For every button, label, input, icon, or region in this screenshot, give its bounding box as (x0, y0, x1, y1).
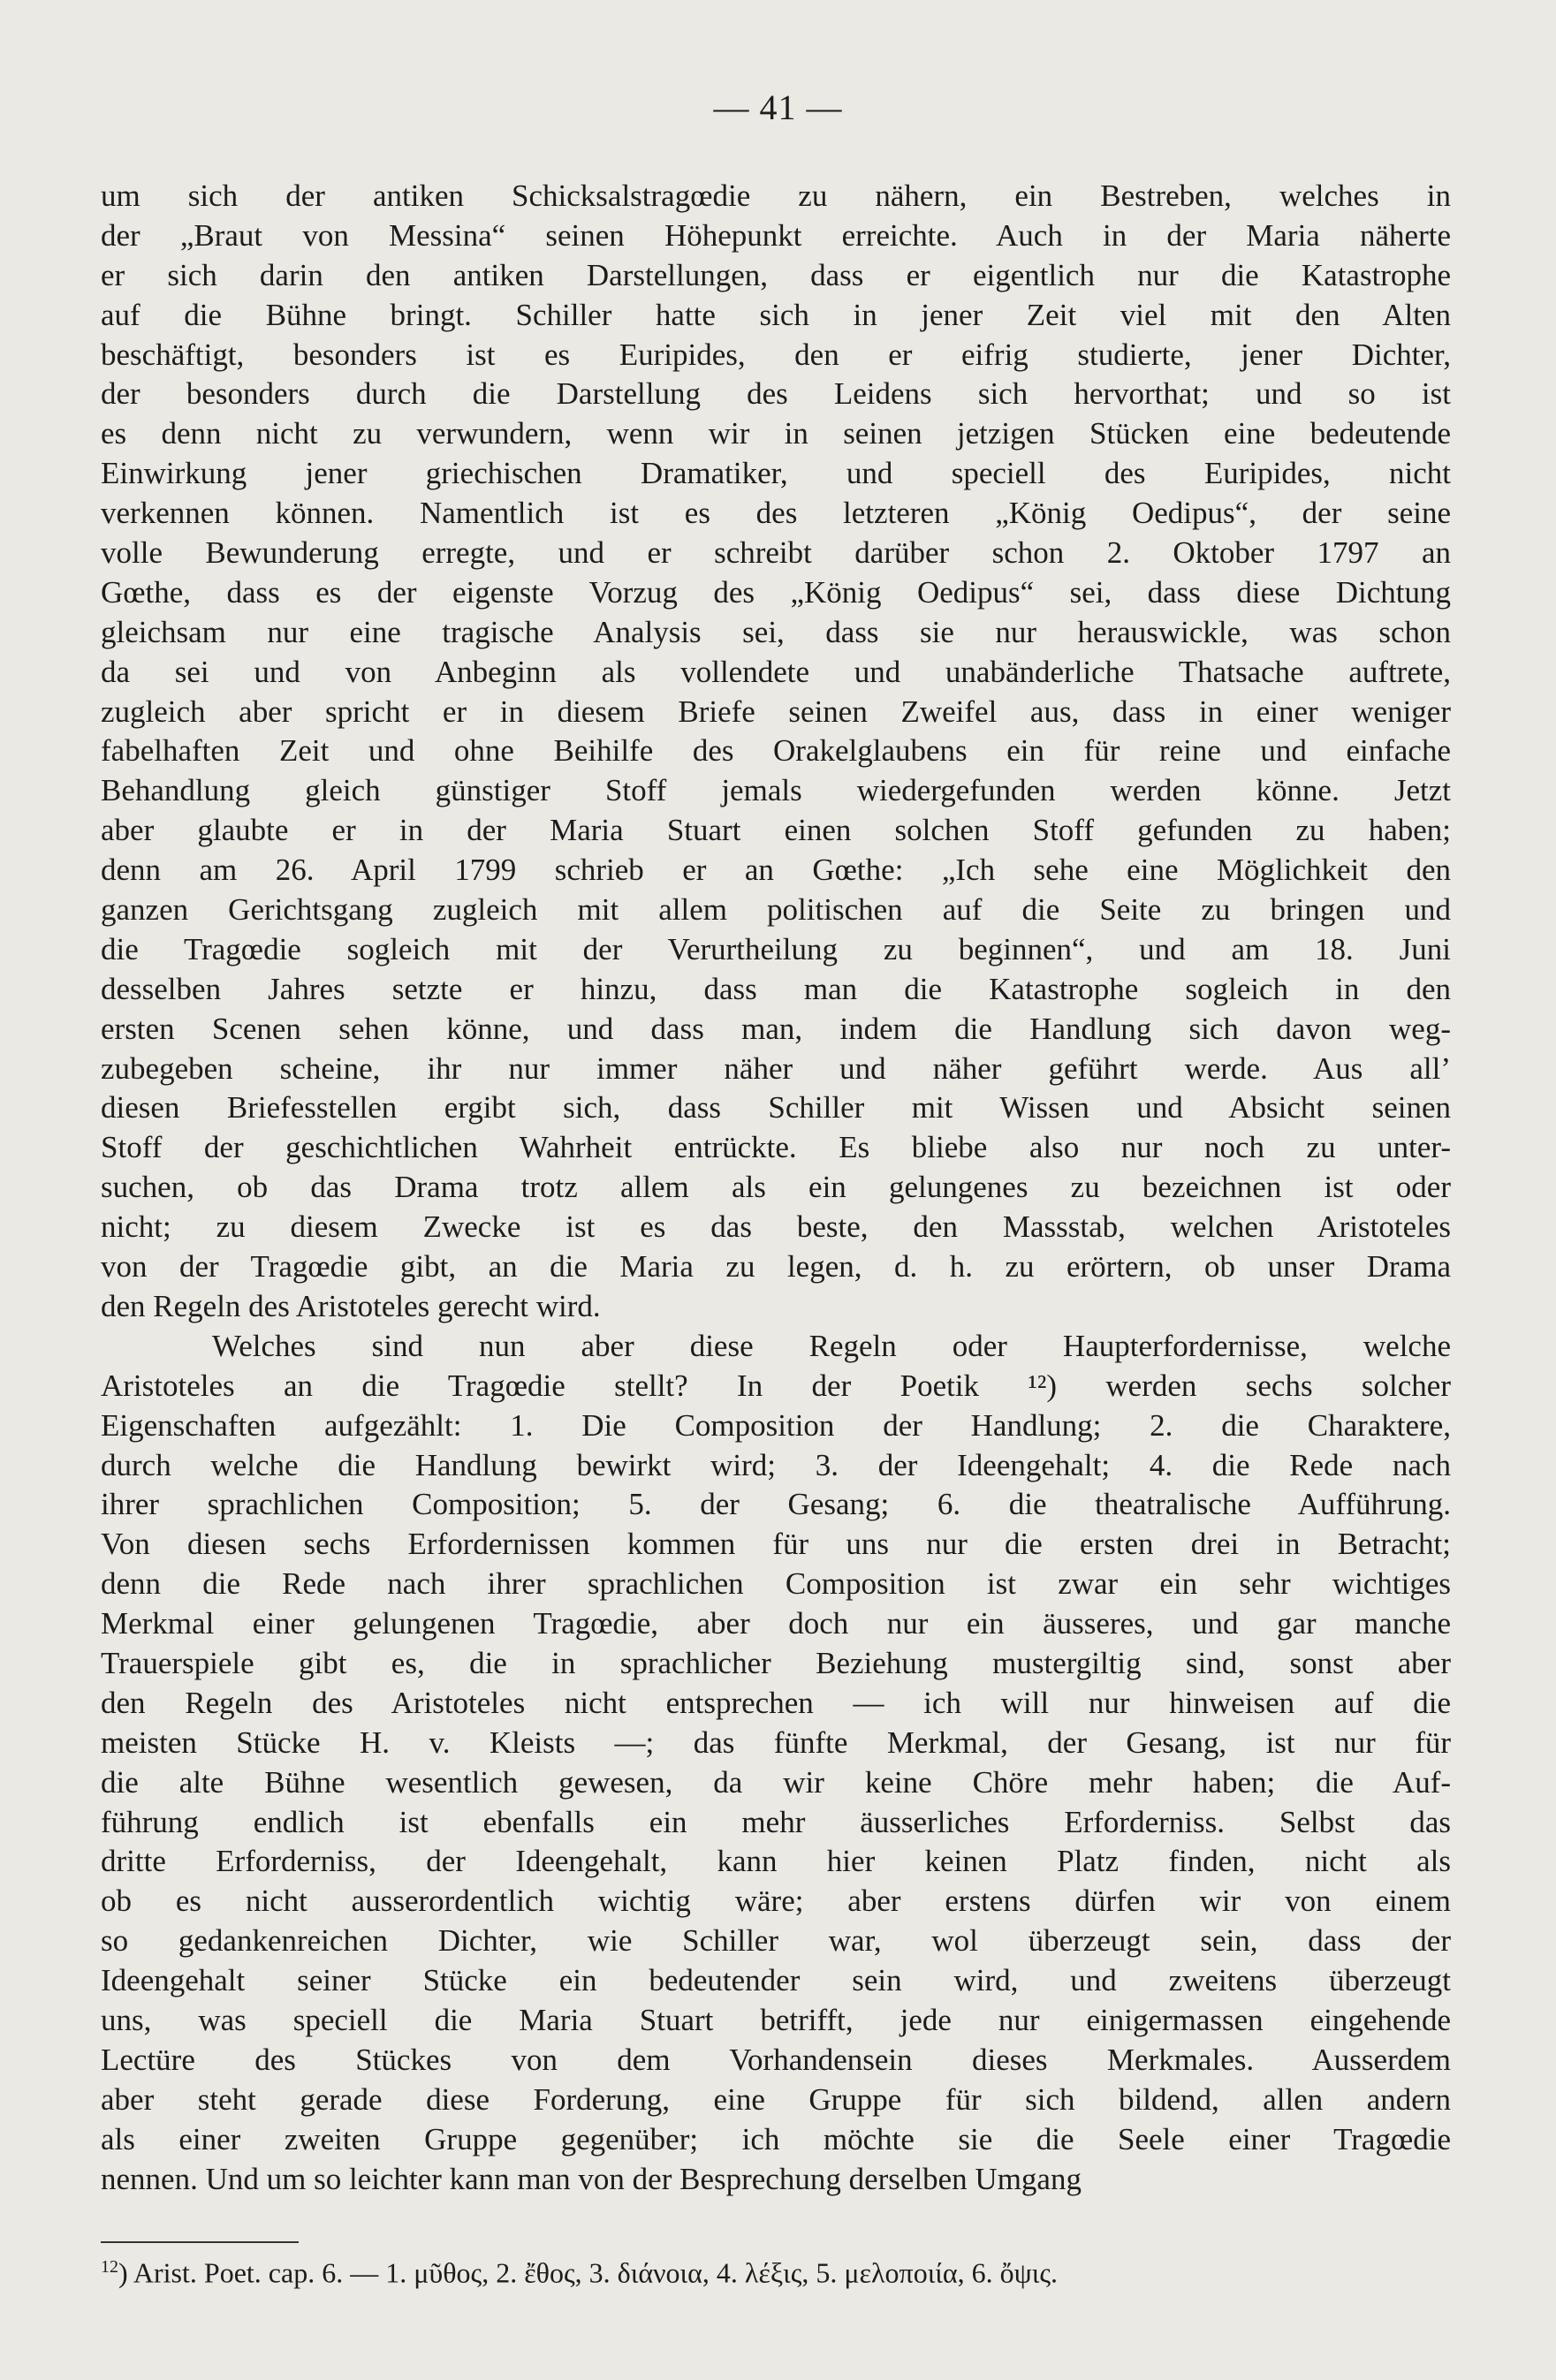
text-line: uns, was speciell die Maria Stuart betrifft, jede nur einigermassen eingehende (101, 2002, 1451, 2037)
text-line: zugleich aber spricht er in diesem Briefe seinen Zweifel aus, dass in einer weniger (101, 694, 1451, 729)
text-line: zubegeben scheine, ihr nur immer näher und näher geführt werde. Aus all’ (101, 1050, 1451, 1086)
text-line: durch welche die Handlung bewirkt wird; 3. der Ideengehalt; 4. die Rede nach (101, 1447, 1451, 1482)
text-line: so gedankenreichen Dichter, wie Schiller war, wol überzeugt sein, dass der (101, 1923, 1451, 1959)
text-line: Eigenschaften aufgezählt: 1. Die Composition der Handlung; 2. die Charaktere, (101, 1407, 1451, 1443)
text-line: aber steht gerade diese Forderung, eine Gruppe für sich bildend, allen andern (101, 2081, 1451, 2117)
text-line: gleichsam nur eine tragische Analysis sei, dass sie nur herauswickle, was schon (101, 614, 1451, 649)
text-line: verkennen können. Namentlich ist es des letzteren „König Oedipus“, der seine (101, 496, 1451, 531)
text-line: Trauerspiele gibt es, die in sprachlicher Beziehung mustergiltig sind, sonst aber (101, 1645, 1451, 1680)
text-line: ganzen Gerichtsgang zugleich mit allem politischen auf die Seite zu bringen und (101, 892, 1451, 928)
footnote-divider (101, 2241, 299, 2243)
text-line: Gœthe, dass es der eigenste Vorzug des „König Oedipus“ sei, dass diese Dichtung (101, 574, 1451, 610)
text-line: der besonders durch die Darstellung des Leidens sich hervorthat; und so ist (101, 376, 1451, 412)
footnote-text: ) Arist. Poet. cap. 6. — 1. μῦθος, 2. ἔθος, 3. διάνοια, 4. λέξις, 5. μελοποιία, 6. ὄψις. (118, 2256, 1058, 2289)
text-line: den Regeln des Aristoteles nicht entsprechen — ich will nur hinweisen auf die (101, 1685, 1451, 1720)
text-line: denn am 26. April 1799 schrieb er an Gœthe: „Ich sehe eine Möglichkeit den (101, 853, 1451, 888)
text-line: volle Bewunderung erregte, und er schreibt darüber schon 2. Oktober 1797 an (101, 535, 1451, 571)
text-line: suchen, ob das Drama trotz allem als ein gelungenes zu bezeichnen ist oder (101, 1170, 1451, 1205)
text-line: meisten Stücke H. v. Kleists —; das fünfte Merkmal, der Gesang, ist nur für (101, 1724, 1451, 1760)
text-line: ihrer sprachlichen Composition; 5. der Gesang; 6. die theatralische Aufführung. (101, 1487, 1451, 1522)
text-line: die alte Bühne wesentlich gewesen, da wir keine Chöre mehr haben; die Auf- (101, 1764, 1451, 1800)
text-line: Von diesen sechs Erfordernissen kommen für uns nur die ersten drei in Betracht; (101, 1527, 1451, 1562)
text-line: fabelhaften Zeit und ohne Beihilfe des Orakelglaubens ein für reine und einfache (101, 733, 1451, 769)
footnote-marker: 12 (101, 2257, 118, 2277)
text-line: der „Braut von Messina“ seinen Höhepunkt erreichte. Auch in der Maria näherte (101, 217, 1451, 253)
text-line: auf die Bühne bringt. Schiller hatte sich in jener Zeit viel mit den Alten (101, 297, 1451, 332)
text-line: ob es nicht ausserordentlich wichtig wäre; aber erstens dürfen wir von einem (101, 1884, 1451, 1919)
text-line: von der Tragœdie gibt, an die Maria zu legen, d. h. zu erörtern, ob unser Drama (101, 1249, 1451, 1285)
text-line: als einer zweiten Gruppe gegenüber; ich möchte sie die Seele einer Tragœdie (101, 2121, 1451, 2156)
text-line: da sei und von Anbeginn als vollendete und unabänderliche Thatsache auftrete, (101, 654, 1451, 689)
text-line: Lectüre des Stückes von dem Vorhandensein dieses Merkmales. Ausserdem (101, 2042, 1451, 2077)
text-line: nennen. Und um so leichter kann man von der Besprechung derselben Umgang (101, 2161, 1082, 2196)
text-line: Einwirkung jener griechischen Dramatiker, und speciell des Euripides, nicht (101, 456, 1451, 491)
text-line: führung endlich ist ebenfalls ein mehr äusserliches Erforderniss. Selbst das (101, 1804, 1451, 1839)
text-line: Ideengehalt seiner Stücke ein bedeutender sein wird, und zweitens überzeugt (101, 1963, 1451, 1998)
footnote (101, 2249, 1451, 2291)
text-line: ersten Scenen sehen könne, und dass man, indem die Handlung sich davon weg- (101, 1011, 1451, 1046)
body-text (101, 177, 1451, 2199)
text-line: dritte Erforderniss, der Ideengehalt, kann hier keinen Platz finden, nicht als (101, 1844, 1451, 1879)
text-line: er sich darin den antiken Darstellungen, dass er eigentlich nur die Katastrophe (101, 257, 1451, 292)
text-line: um sich der antiken Schicksalstragœdie zu nähern, ein Bestreben, welches in (101, 178, 1451, 213)
text-line: nicht; zu diesem Zwecke ist es das beste, den Massstab, welchen Aristoteles (101, 1209, 1451, 1245)
page-number: — 41 — (713, 87, 843, 127)
text-line: denn die Rede nach ihrer sprachlichen Composition ist zwar ein sehr wichtiges (101, 1566, 1451, 1602)
text-line: Stoff der geschichtlichen Wahrheit entrückte. Es bliebe also nur noch zu unter- (101, 1130, 1451, 1165)
text-line: diesen Briefesstellen ergibt sich, dass Schiller mit Wissen und Absicht seinen (101, 1090, 1451, 1126)
text-line: desselben Jahres setzte er hinzu, dass man die Katastrophe sogleich in den (101, 971, 1451, 1006)
text-line: Behandlung gleich günstiger Stoff jemals wiedergefunden werden könne. Jetzt (101, 773, 1451, 808)
text-line: die Tragœdie sogleich mit der Verurtheilung zu beginnen“, und am 18. Juni (101, 931, 1451, 966)
text-line: es denn nicht zu verwundern, wenn wir in seinen jetzigen Stücken eine bedeutende (101, 416, 1451, 451)
text-line: aber glaubte er in der Maria Stuart einen solchen Stoff gefunden zu haben; (101, 813, 1451, 848)
text-line: Merkmal einer gelungenen Tragœdie, aber doch nur ein äusseres, und gar manche (101, 1606, 1451, 1641)
text-line: Aristoteles an die Tragœdie stellt? In der Poetik ¹²) werden sechs solcher (101, 1368, 1451, 1403)
text-line: beschäftigt, besonders ist es Euripides, den er eifrig studierte, jener Dichter, (101, 337, 1451, 372)
text-line: Welches sind nun aber diese Regeln oder Haupterfordernisse, welche (212, 1328, 1451, 1363)
text-line: den Regeln des Aristoteles gerecht wird. (101, 1288, 601, 1323)
